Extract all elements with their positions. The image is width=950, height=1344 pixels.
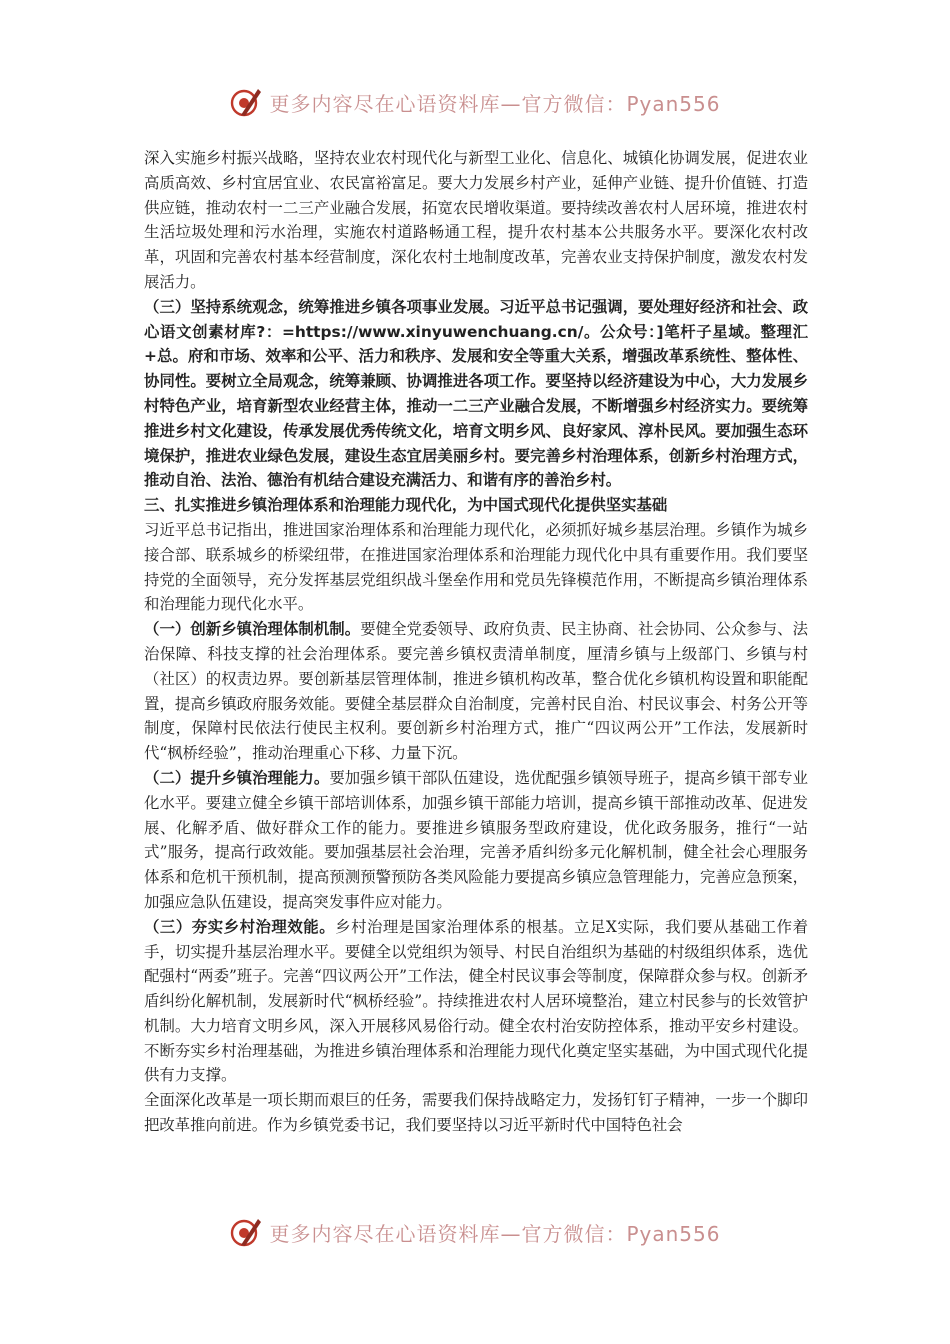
document-body xyxy=(144,146,808,1138)
subheading-2: （二）提升乡镇治理能力。 xyxy=(144,768,330,787)
footer-banner xyxy=(0,1212,950,1252)
paragraph-governance-mechanism xyxy=(144,617,808,766)
paragraph-governance-capacity xyxy=(144,766,808,915)
paragraph-conclusion: 全面深化改革是一项长期而艰巨的任务，需要我们保持战略定力，发扬钉钉子精神，一步一个脚印把改革推向前进。作为乡镇党委书记，我们要坚持以习近平新时代中国特色社会 xyxy=(144,1091,808,1135)
paragraph-text-1: 要健全党委领导、政府负责、民主协商、社会协同、公众参与、法治保障、科技支撑的社会治理体系。要完善乡镇权责清单制度，厘清乡镇与上级部门、乡镇与村（社区）的权责边界。要创新基层管理体制，推进乡镇机构改革，整合优化乡镇机构设置和职能配置，提高乡镇政府服务效能。要健全基层群众自治制度，完善村民自治、村民议事会、村务公开等制度，保障村民依法行使民主权利。要创新乡村治理方式，推广“四议两公开”工作法，发展新时代“枫桥经验”，推动治理重心下移、力量下沉。 xyxy=(144,620,808,763)
paragraph-system-thinking: （三）坚持系统观念，统筹推进乡镇各项事业发展。习近平总书记强调，要处理好经济和社会、政心语文创素材库?：=https://www.xinyuwenchuang.cn/。公众号：]笔杆子星域。整理汇+总。府和市场、效率和公平、活力和秩序、发展和安全等重大关系，增强改革系统性、整体性、协同性。要树立全局观念，统筹兼顾、协调推进各项工作。要坚持以经济建设为中心，大力发展乡村特色产业，培育新型农业经营主体，推动一二三产业融合发展，不断增强乡村经济实力。要统筹推进乡村文化建设，传承发展优秀传统文化，培育文明乡风、良好家风、淳朴民风。要加强生态环境保护，推进农业绿色发展，建设生态宜居美丽乡村。要完善乡村治理体系，创新乡村治理方式，推动自治、法治、德治有机结合建设充满活力、和谐有序的善治乡村。 xyxy=(144,297,808,490)
pen-logo-icon xyxy=(229,85,263,119)
header-banner-text: 更多内容尽在心语资料库—官方微信：Pyan556 xyxy=(269,91,721,116)
subheading-3: （三）夯实乡村治理效能。 xyxy=(144,917,336,936)
paragraph-rural-governance xyxy=(144,915,808,1089)
footer-banner-text: 更多内容尽在心语资料库—官方微信：Pyan556 xyxy=(269,1221,721,1246)
paragraph-rural-revitalization: 深入实施乡村振兴战略，坚持农业农村现代化与新型工业化、信息化、城镇化协调发展，促进农业高质高效、乡村宜居宜业、农民富裕富足。要大力发展乡村产业，延伸产业链、提升价值链、打造供应链，推动农村一二三产业融合发展，拓宽农民增收渠道。要持续改善农村人居环境，推进农村生活垃圾处理和污水治理，实施农村道路畅通工程，提升农村基本公共服务水平。要深化农村改革，巩固和完善农村基本经营制度，深化农村土地制度改革，完善农业支持保护制度，激发农村发展活力。 xyxy=(144,149,808,291)
paragraph-governance-intro: 习近平总书记指出，推进国家治理体系和治理能力现代化，必须抓好城乡基层治理。乡镇作为城乡接合部、联系城乡的桥梁纽带，在推进国家治理体系和治理能力现代化中具有重要作用。我们要坚持党的全面领导，充分发挥基层党组织战斗堡垒作用和党员先锋模范作用，不断提高乡镇治理体系和治理能力现代化水平。 xyxy=(144,520,808,614)
paragraph-text-3: 乡村治理是国家治理体系的根基。立足X实际，我们要从基础工作着手，切实提升基层治理水平。要健全以党组织为领导、村民自治组织为基础的村级组织体系，选优配强村“两委”班子。完善“四议两公开”工作法，健全村民议事会等制度，保障群众参与权。创新矛盾纠纷化解机制，发展新时代“枫桥经验”。持续推进农村人居环境整治，建立村民参与的长效管护机制。大力培育文明乡风，深入开展移风易俗行动。健全农村治安防控体系，推动平安乡村建设。不断夯实乡村治理基础，为推进乡镇治理体系和治理能力现代化奠定坚实基础，为中国式现代化提供有力支撑。 xyxy=(144,917,808,1085)
subheading-1: （一）创新乡镇治理体制机制。 xyxy=(144,620,361,639)
pen-logo-icon xyxy=(229,1215,263,1249)
section-heading-3: 三、扎实推进乡镇治理体系和治理能力现代化，为中国式现代化提供坚实基础 xyxy=(144,496,668,515)
header-banner xyxy=(0,82,950,122)
paragraph-text-2: 要加强乡镇干部队伍建设，选优配强乡镇领导班子，提高乡镇干部专业化水平。要建立健全乡镇干部培训体系，加强乡镇干部能力培训，提高乡镇干部推动改革、促进发展、化解矛盾、做好群众工作的能力。要推进乡镇服务型政府建设，优化政务服务，推行“一站式”服务，提高行政效能。要加强基层社会治理，完善矛盾纠纷多元化解机制，健全社会心理服务体系和危机干预机制，提高预测预警预防各类风险能力要提高乡镇应急管理能力，完善应急预案，加强应急队伍建设，提高突发事件应对能力。 xyxy=(144,768,808,911)
